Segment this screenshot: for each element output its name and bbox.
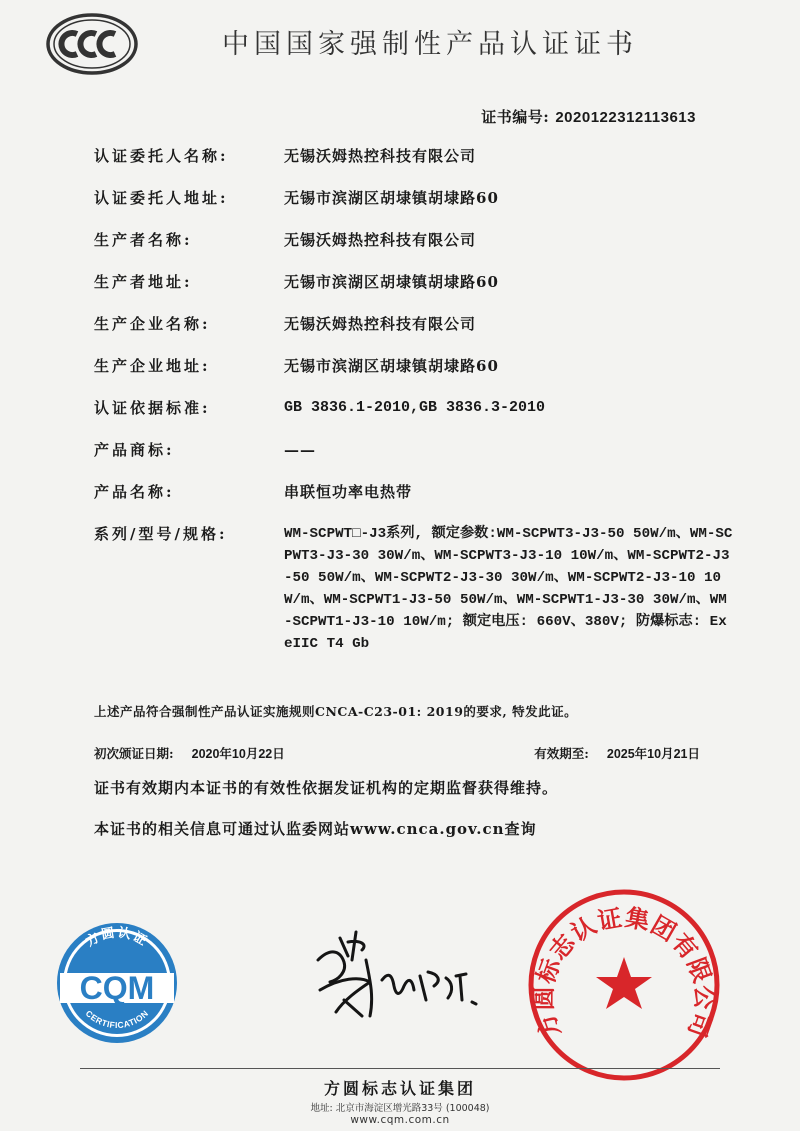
field-label: 生产者名称:	[94, 231, 193, 249]
field-value: GB 3836.1-2010,GB 3836.3-2010	[284, 399, 546, 416]
field-manufacturer-address	[94, 264, 734, 306]
cqm-bottom-text: CERTIFICATION	[83, 1008, 151, 1031]
field-label: 产品商标:	[94, 441, 175, 459]
field-label: 生产企业地址:	[94, 357, 211, 375]
ccc-logo	[44, 12, 140, 76]
issuer-address: 地址: 北京市海淀区增光路33号 (100048)	[310, 1103, 490, 1114]
field-value: ——	[284, 441, 316, 459]
first-issue-label: 初次颁证日期:	[94, 746, 174, 761]
field-standards	[94, 390, 734, 432]
cqm-main-text: CQM	[79, 970, 155, 1006]
field-applicant-name	[94, 138, 734, 180]
expiry-date	[534, 744, 700, 762]
cqm-logo	[52, 918, 182, 1048]
signature	[300, 920, 500, 1030]
field-label: 生产者地址:	[94, 273, 193, 291]
ccc-logo-text: CCC	[92, 74, 95, 75]
field-label: 生产企业名称:	[94, 315, 211, 333]
field-trademark	[94, 432, 734, 474]
expiry-label: 有效期至:	[534, 746, 589, 761]
footer-divider	[80, 1068, 720, 1069]
field-value: 无锡市滨湖区胡埭镇胡埭路60	[284, 189, 499, 207]
certificate-title: 中国国家强制性产品认证证书	[222, 29, 638, 60]
certificate-number-value: 2020122312113613	[555, 109, 696, 126]
issuer-name: 方圆标志认证集团	[323, 1079, 476, 1098]
field-label: 认证委托人名称:	[94, 147, 229, 165]
company-seal	[524, 885, 724, 1085]
certificate-number-label: 证书编号:	[481, 108, 550, 126]
field-applicant-address	[94, 180, 734, 222]
field-product-name	[94, 474, 734, 516]
field-value: WM-SCPWT□-J3系列, 额定参数:WM-SCPWT3-J3-50 50W/m、WM-SCPWT3-J3-30 30W/m、WM-SCPWT3-J3-10 10W/m、WM-SCPWT2-J3-50 50W/m、WM-SCPWT2-J3-30 30W/m、WM-SCPWT2-J3-10 10W/m、WM-SCPWT1-J3-50 50W/m、WM-SCPWT1-J3-30 30W/m、WM-SCPWT1-J3-10 10W/m; 额定电压: 660V、380V; 防爆标志: Ex eIIC T4 Gb	[284, 526, 733, 652]
expiry-value: 2025年10月21日	[606, 747, 700, 761]
field-value: 无锡市滨湖区胡埭镇胡埭路60	[284, 357, 499, 375]
field-value: 无锡沃姆热控科技有限公司	[284, 315, 477, 333]
field-value: 串联恒功率电热带	[284, 483, 413, 501]
star-icon	[596, 957, 652, 1009]
field-label: 产品名称:	[94, 483, 175, 501]
validity-note: 证书有效期内本证书的有效性依据发证机构的定期监督获得维持。	[94, 779, 559, 797]
field-label: 认证委托人地址:	[94, 189, 229, 207]
field-factory-name	[94, 306, 734, 348]
first-issue-date	[94, 744, 285, 762]
compliance-statement: 上述产品符合强制性产品认证实施规则CNCA-C23-01: 2019的要求, 特发此证。	[94, 704, 578, 719]
field-model-specs	[94, 516, 734, 655]
certificate-fields	[94, 138, 734, 655]
field-label: 系列/型号/规格:	[94, 525, 228, 543]
inquiry-note: 本证书的相关信息可通过认监委网站www.cnca.gov.cn查询	[94, 820, 537, 838]
field-value: 无锡市滨湖区胡埭镇胡埭路60	[284, 273, 499, 291]
field-manufacturer-name	[94, 222, 734, 264]
seal-text: 方圆标志认证集团有限公司	[528, 902, 720, 1043]
field-value: 无锡沃姆热控科技有限公司	[284, 147, 477, 165]
field-label: 认证依据标准:	[94, 399, 211, 417]
first-issue-value: 2020年10月22日	[191, 747, 285, 761]
certificate-number	[481, 106, 696, 127]
field-factory-address	[94, 348, 734, 390]
cqm-top-text: 方圆认证	[83, 925, 151, 950]
field-value: 无锡沃姆热控科技有限公司	[284, 231, 477, 249]
issuer-website: www.cqm.com.cn	[350, 1114, 450, 1126]
